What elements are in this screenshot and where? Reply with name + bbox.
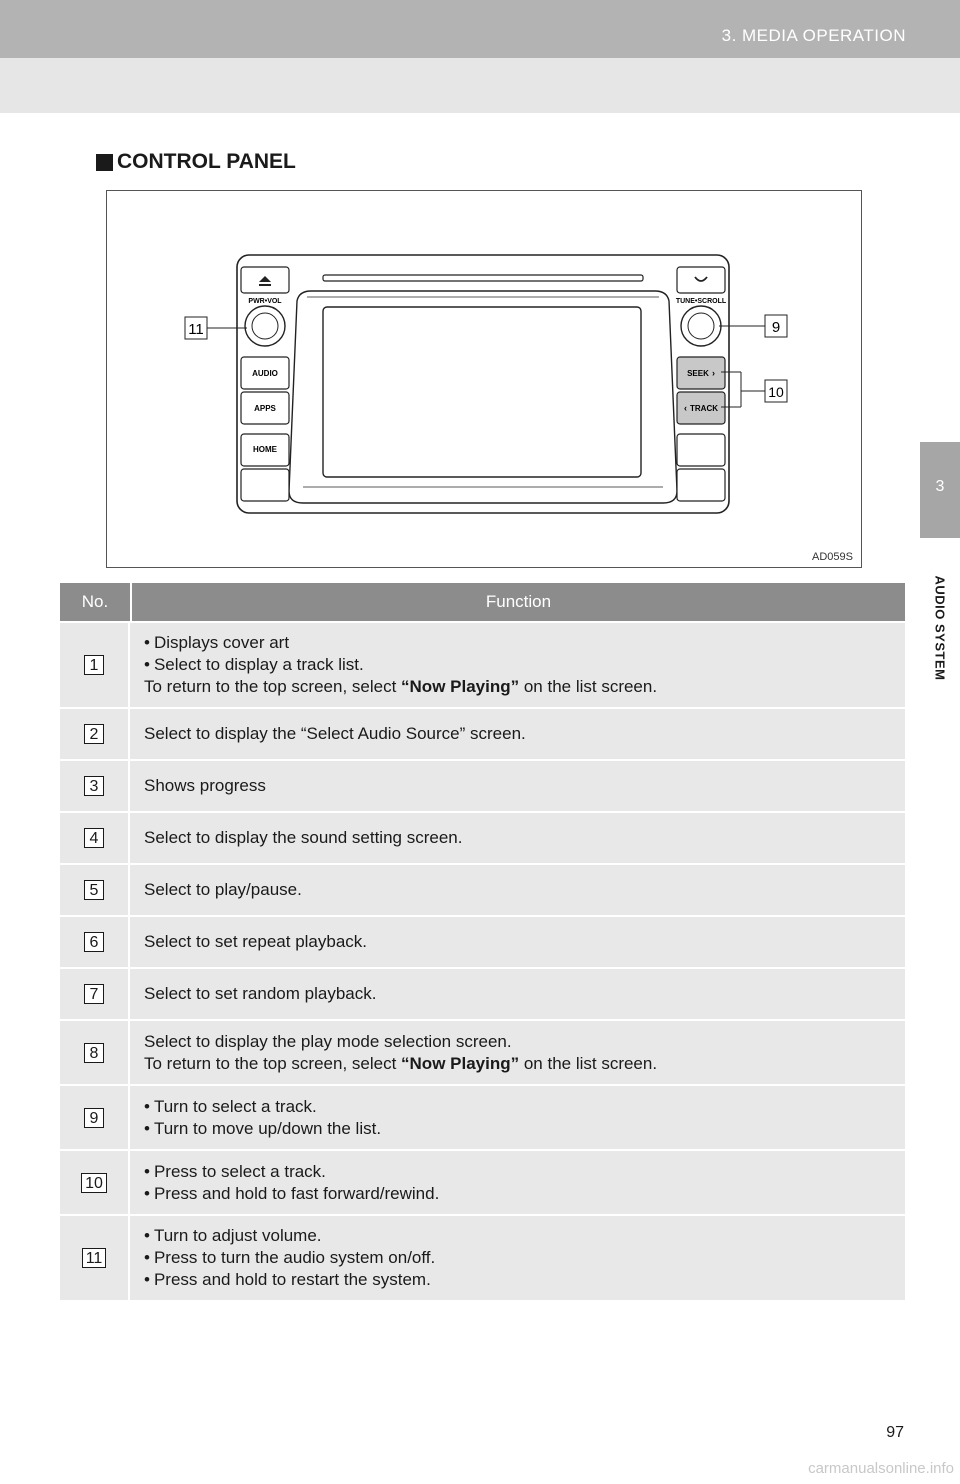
bullet-line: [144, 632, 905, 654]
line-text: Select to set repeat playback.: [144, 932, 368, 951]
bullet-line: [144, 1269, 905, 1291]
home-button-label: HOME: [253, 445, 277, 454]
line-text: Select to set random playback.: [144, 984, 377, 1003]
line-text: Turn to adjust volume.: [153, 1226, 322, 1245]
pwr-vol-label: PWR•VOL: [248, 298, 282, 305]
page-number: 97: [886, 1424, 904, 1441]
row-number-box: 7: [84, 984, 104, 1004]
bullet-line: [144, 1118, 905, 1140]
header-subbar: [0, 58, 960, 113]
header-title: 3. MEDIA OPERATION: [721, 26, 906, 45]
line-text: Press to select a track.: [153, 1161, 326, 1181]
row-function-cell: [130, 623, 905, 707]
row-number-cell: [60, 623, 130, 707]
row-number-cell: [60, 709, 130, 759]
row-number-box: 8: [84, 1043, 104, 1063]
now-playing-label: “Now Playing”: [401, 1053, 520, 1073]
text-line: [144, 1053, 905, 1075]
bullet-line: [144, 1247, 905, 1269]
header-function: Function: [130, 583, 905, 621]
track-button-label: TRACK: [690, 404, 718, 413]
table-row: [60, 759, 905, 811]
table-row: [60, 1019, 905, 1084]
line-text: Select to display the sound setting screen.: [144, 828, 463, 847]
section-title-text: CONTROL PANEL: [117, 150, 296, 173]
row-function-cell: [130, 1151, 905, 1214]
row-function-cell: [130, 813, 905, 863]
control-panel-figure: [106, 190, 862, 568]
row-function-cell: [130, 761, 905, 811]
side-chapter-tab: [920, 442, 960, 538]
text-line: [144, 1031, 905, 1053]
section-title: [96, 150, 296, 174]
line-text: Turn to move up/down the list.: [153, 1118, 382, 1138]
text-line: [144, 983, 905, 1005]
table-row: [60, 811, 905, 863]
table-row: [60, 707, 905, 759]
table-header: [60, 583, 905, 621]
callout-9-label: 9: [771, 319, 781, 336]
line-text: To return to the top screen, select: [144, 677, 402, 696]
line-text: Press and hold to fast forward/rewind.: [153, 1183, 440, 1203]
watermark: carmanualsonline.info: [808, 1460, 954, 1477]
table-row: [60, 1214, 905, 1300]
seek-button-label: SEEK: [687, 369, 709, 378]
table-row: [60, 967, 905, 1019]
table-row: [60, 915, 905, 967]
text-line: [144, 775, 905, 797]
row-number-cell: [60, 1021, 130, 1084]
bullet-line: [144, 1096, 905, 1118]
line-text: Select to play/pause.: [144, 880, 302, 899]
text-line: [144, 827, 905, 849]
square-bullet-icon: [96, 154, 113, 171]
row-function-cell: [130, 917, 905, 967]
line-text: on the list screen.: [519, 1053, 658, 1073]
callout-11-label: 11: [188, 321, 204, 338]
table-row: [60, 621, 905, 707]
line-text: Press and hold to restart the system.: [153, 1270, 431, 1289]
touch-screen: [323, 307, 641, 477]
row-number-cell: [60, 1216, 130, 1300]
row-function-cell: [130, 1021, 905, 1084]
row-number-box: 4: [84, 828, 104, 848]
row-number-cell: [60, 865, 130, 915]
row-number-box: 1: [84, 655, 104, 675]
line-text: To return to the top screen, select: [144, 1053, 402, 1073]
phone-button: [677, 267, 725, 293]
row-number-box: 9: [84, 1108, 104, 1128]
text-line: [144, 676, 905, 698]
table-row: [60, 1084, 905, 1149]
line-text: Select to display the “Select Audio Source” screen.: [144, 724, 526, 743]
control-panel-illustration: [107, 191, 861, 567]
row-number-box: 11: [82, 1248, 107, 1268]
blank-left-button: [241, 469, 289, 501]
table-row: [60, 1149, 905, 1214]
line-text: Shows progress: [144, 776, 266, 795]
row-number-box: 5: [84, 880, 104, 900]
row-number-box: 6: [84, 932, 104, 952]
blank-right-button-1: [677, 434, 725, 466]
row-number-cell: [60, 813, 130, 863]
blank-right-button-2: [677, 469, 725, 501]
row-number-cell: [60, 917, 130, 967]
audio-button-label: AUDIO: [252, 369, 278, 378]
header-bar: [0, 0, 960, 58]
text-line: [144, 931, 905, 953]
row-number-box: 10: [81, 1173, 107, 1193]
side-chapter-label: [930, 548, 950, 708]
row-number-box: 2: [84, 724, 104, 744]
line-text: Select to display a track list.: [153, 655, 364, 674]
row-number-box: 3: [84, 776, 104, 796]
table-row: [60, 863, 905, 915]
side-tab-number: 3: [935, 478, 945, 495]
function-table: [60, 583, 905, 1300]
row-function-cell: [130, 865, 905, 915]
text-line: [144, 723, 905, 745]
seek-chevron-icon: ›: [712, 368, 715, 378]
side-label-text: AUDIO SYSTEM: [932, 575, 948, 681]
row-number-cell: [60, 969, 130, 1019]
bullet-line: [144, 1161, 905, 1183]
line-text: Press to turn the audio system on/off.: [153, 1248, 436, 1267]
callout-10-label: 10: [768, 384, 784, 400]
row-number-cell: [60, 1086, 130, 1149]
bullet-line: [144, 1225, 905, 1247]
bullet-line: [144, 1183, 905, 1205]
line-text: on the list screen.: [519, 677, 658, 696]
row-function-cell: [130, 709, 905, 759]
line-text: Displays cover art: [153, 633, 290, 652]
track-chevron-icon: ‹: [684, 403, 687, 413]
row-number-cell: [60, 761, 130, 811]
header-no: No.: [81, 592, 109, 611]
table-body: [60, 621, 905, 1300]
row-function-cell: [130, 1086, 905, 1149]
now-playing-label: “Now Playing”: [401, 677, 520, 696]
bullet-line: [144, 654, 905, 676]
text-line: [144, 879, 905, 901]
row-number-cell: [60, 1151, 130, 1214]
row-function-cell: [130, 969, 905, 1019]
figure-code: AD059S: [812, 551, 853, 563]
row-function-cell: [130, 1216, 905, 1300]
disc-slot: [323, 275, 643, 281]
line-text: Turn to select a track.: [153, 1096, 317, 1116]
tune-scroll-label: TUNE•SCROLL: [675, 298, 727, 305]
line-text: Select to display the play mode selection screen.: [144, 1031, 512, 1051]
apps-button-label: APPS: [254, 404, 276, 413]
